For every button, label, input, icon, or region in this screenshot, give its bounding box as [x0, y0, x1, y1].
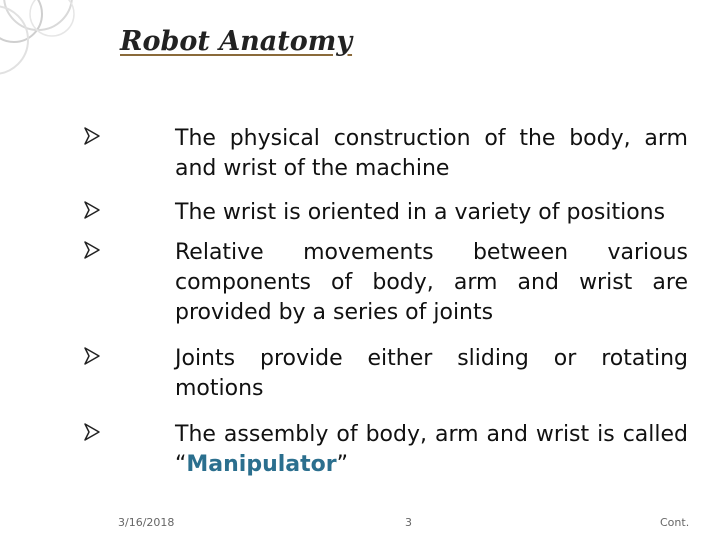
slide-title: Robot Anatomy [120, 26, 353, 57]
arrowhead-bullet-icon [82, 422, 102, 442]
corner-circles-decoration [0, 0, 90, 90]
bullet-text-after: ” [336, 452, 349, 477]
bullet-text-before: The assembly of body, arm and wrist is called “ [175, 422, 688, 477]
bullet-text: The wrist is oriented in a variety of positions [175, 200, 666, 225]
bullet-text: Joints provide either sliding or rotating motions [175, 346, 688, 401]
footer-page-number: 3 [405, 516, 412, 529]
bullet-text: Relative movements between various components of body, arm and wrist are provided by a series of joints [175, 240, 688, 325]
footer-date: 3/16/2018 [118, 516, 175, 529]
arrowhead-bullet-icon [82, 346, 102, 366]
bullet-text: The physical construction of the body, arm and wrist of the machine [175, 126, 688, 181]
arrowhead-bullet-icon [82, 240, 102, 260]
arrowhead-bullet-icon [82, 200, 102, 220]
arrowhead-bullet-icon [82, 126, 102, 146]
manipulator-emphasis: Manipulator [186, 452, 337, 477]
bullet-text [175, 420, 688, 480]
footer-continued: Cont. [660, 516, 690, 529]
